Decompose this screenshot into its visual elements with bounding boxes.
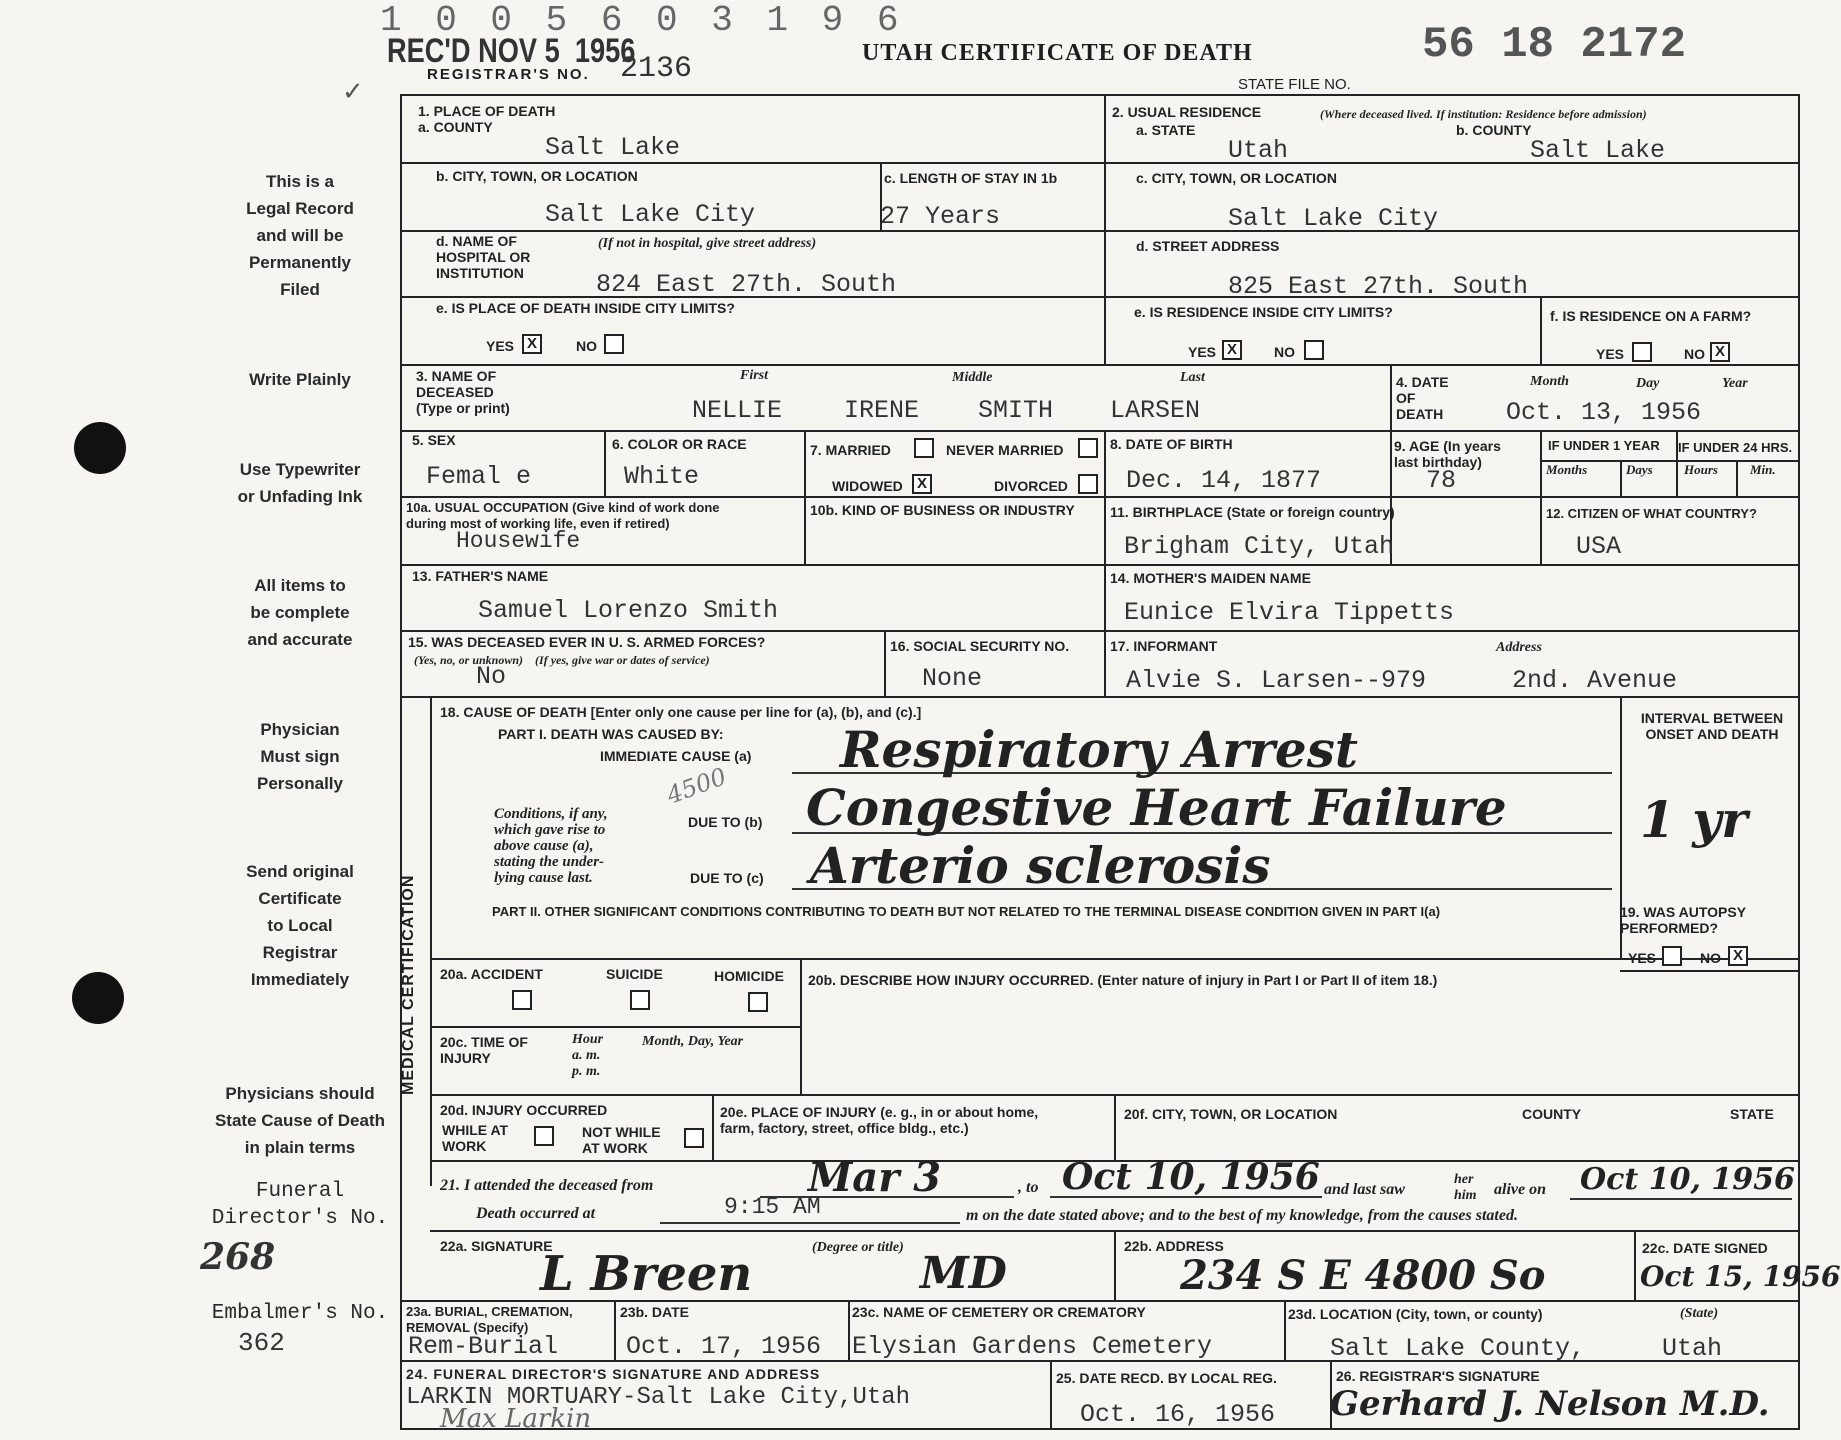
interval-value: 1 yr	[1640, 790, 1748, 849]
informant-address-label: Address	[1496, 640, 1542, 655]
burial-value: Rem-Burial	[408, 1332, 559, 1361]
res-city-limits-label: e. IS RESIDENCE INSIDE CITY LIMITS?	[1134, 304, 1393, 320]
birthplace-value: Brigham City, Utah	[1124, 532, 1395, 561]
mother-name-value: Eunice Elvira Tippetts	[1124, 598, 1455, 627]
injury-city-label: 20f. CITY, TOWN, OR LOCATION	[1124, 1106, 1338, 1122]
cause-b-value: Congestive Heart Failure	[806, 778, 1507, 837]
citizen-label: 12. CITIZEN OF WHAT COUNTRY?	[1546, 506, 1757, 521]
father-name-value: Samuel Lorenzo Smith	[478, 596, 779, 625]
cemetery-value: Elysian Gardens Cemetery	[852, 1332, 1213, 1361]
res-city-limits-no-checkbox[interactable]	[1304, 340, 1324, 360]
date-stated-label: m on the date stated above; and to the best of my knowledge, from the causes stated.	[966, 1207, 1518, 1224]
alive-on-label: alive on	[1494, 1181, 1546, 1198]
middle-name-value: IRENE	[844, 396, 920, 425]
registrar-no: 2136	[620, 52, 693, 86]
res-city-limits-no-label: NO	[1274, 344, 1295, 360]
time-injury-label: 20c. TIME OF INJURY	[440, 1034, 528, 1066]
funeral-director-value: LARKIN MORTUARY-Salt Lake City,Utah	[406, 1384, 911, 1411]
degree-label: (Degree or title)	[812, 1240, 904, 1255]
death-county-value: Salt Lake	[545, 133, 681, 162]
birth-date-value: Dec. 14, 1877	[1126, 466, 1322, 495]
degree-value: MD	[920, 1248, 1007, 1299]
res-state-value: Utah	[1228, 136, 1289, 165]
due-to-b-label: DUE TO (b)	[688, 814, 763, 830]
days-label: Days	[1626, 462, 1653, 477]
punch-hole-top	[74, 422, 126, 474]
hour-label: Hour a. m. p. m.	[572, 1032, 604, 1079]
citizen-value: USA	[1576, 532, 1622, 561]
last-saw-label: and last saw	[1324, 1181, 1405, 1198]
hospital-value: 824 East 27th. South	[596, 270, 897, 299]
autopsy-yes-checkbox[interactable]	[1662, 946, 1682, 966]
physician-address-value: 234 S E 4800 So	[1180, 1252, 1546, 1299]
usual-residence-note: (Where deceased lived. If institution: Residence before admission)	[1320, 107, 1647, 121]
medical-section-divider	[430, 696, 432, 1186]
armed-forces-label: 15. WAS DECEASED EVER IN U. S. ARMED FORCES?	[408, 634, 766, 650]
under-1-year-label: IF UNDER 1 YEAR	[1548, 438, 1660, 453]
res-farm-yes-label: YES	[1596, 346, 1625, 362]
cause-plain-terms-note: Physicians should State Cause of Death in plain terms	[214, 1084, 386, 1157]
last-name-label: Last	[1180, 370, 1205, 385]
check-mark: ✓	[342, 76, 364, 106]
res-street-value: 825 East 27th. South	[1228, 272, 1529, 301]
death-city-limits-yes-checkbox[interactable]: X	[522, 334, 542, 354]
occurred-at-label: Death occurred at	[476, 1205, 596, 1222]
year-label: Year	[1722, 376, 1748, 391]
hours-label: Hours	[1684, 462, 1718, 477]
to-label: , to	[1018, 1179, 1039, 1196]
cemetery-label: 23c. NAME OF CEMETERY OR CREMATORY	[852, 1304, 1146, 1320]
registrar-no-label: REGISTRAR'S NO.	[427, 66, 590, 83]
received-stamp: REC'D NOV 5 1956	[387, 32, 636, 70]
autopsy-label: 19. WAS AUTOPSY PERFORMED?	[1620, 904, 1747, 936]
send-certificate-note: Send original Certificate to Local Registrar Immediately	[246, 862, 354, 989]
res-farm-yes-checkbox[interactable]	[1632, 342, 1652, 362]
while-at-work-label: WHILE AT WORK	[442, 1122, 509, 1154]
res-city-label: c. CITY, TOWN, OR LOCATION	[1136, 170, 1337, 186]
conditions-note: Conditions, if any, which gave rise to above cause (a), stating the under- lying cause last.	[494, 806, 608, 886]
place-injury-label: 20e. PLACE OF INJURY (e. g., in or about home, farm, factory, street, office bldg., etc.)	[720, 1104, 1039, 1136]
death-city-label: b. CITY, TOWN, OR LOCATION	[436, 168, 638, 184]
describe-injury-label: 20b. DESCRIBE HOW INJURY OCCURRED. (Enter nature of injury in Part I or Part II of item 18.)	[808, 972, 1438, 988]
res-street-label: d. STREET ADDRESS	[1136, 238, 1280, 254]
attended-to-value: Oct 10, 1956	[1062, 1156, 1320, 1198]
while-at-work-checkbox[interactable]	[534, 1126, 554, 1146]
accident-label: 20a. ACCIDENT	[440, 966, 543, 982]
physician-sign-note: Physician Must sign Personally	[257, 720, 343, 793]
never-married-label: NEVER MARRIED	[946, 442, 1064, 458]
suicide-checkbox[interactable]	[630, 990, 650, 1010]
business-label: 10b. KIND OF BUSINESS OR INDUSTRY	[810, 502, 1075, 518]
cemetery-location-value: Salt Lake County,	[1330, 1334, 1586, 1363]
physician-signature: L Breen	[540, 1246, 753, 1302]
month-day-year-label: Month, Day, Year	[642, 1034, 744, 1049]
state-file-no-label: STATE FILE NO.	[1238, 76, 1351, 93]
hospital-note: (If not in hospital, give street address)	[598, 236, 817, 251]
age-label: 9. AGE (In years last birthday)	[1394, 438, 1501, 470]
burial-date-value: Oct. 17, 1956	[626, 1332, 822, 1361]
burial-date-label: 23b. DATE	[620, 1304, 689, 1320]
embalmer-no: 362	[238, 1328, 285, 1358]
occupation-label: 10a. USUAL OCCUPATION (Give kind of work done during most of working life, even if retired)	[406, 500, 720, 531]
death-city-limits-yes-label: YES	[486, 338, 515, 354]
legal-record-note: This is a Legal Record and will be Permanently Filed	[246, 172, 354, 299]
res-county-value: Salt Lake	[1530, 136, 1666, 165]
attended-label: 21. I attended the deceased from	[440, 1177, 654, 1194]
state-file-no: 56 18 2172	[1422, 20, 1687, 70]
date-recd-label: 25. DATE RECD. BY LOCAL REG.	[1056, 1370, 1277, 1386]
res-county-label: b. COUNTY	[1456, 122, 1532, 138]
first-name-value: NELLIE	[692, 396, 783, 425]
code-4500: 4500	[663, 762, 731, 810]
armed-forces-value: No	[476, 662, 507, 691]
registrar-signature: Gerhard J. Nelson M.D.	[1330, 1384, 1770, 1424]
physician-address-label: 22b. ADDRESS	[1124, 1238, 1224, 1254]
never-married-checkbox[interactable]	[1078, 438, 1098, 458]
informant-label: 17. INFORMANT	[1110, 638, 1218, 654]
occupation-value: Housewife	[456, 528, 581, 554]
min-label: Min.	[1750, 462, 1776, 477]
res-farm-no-label: NO	[1684, 346, 1705, 362]
death-city-value: Salt Lake City	[545, 200, 756, 229]
cause-c-value: Arterio sclerosis	[810, 836, 1271, 895]
cause-a-value: Respiratory Arrest	[840, 720, 1358, 779]
death-city-limits-no-label: NO	[576, 338, 597, 354]
write-plainly-note: Write Plainly	[249, 370, 351, 389]
social-security-value: None	[922, 664, 983, 693]
stamp-number: 1 0 0 5 6 0 3 1 9 6	[380, 0, 905, 41]
cemetery-state-value: Utah	[1662, 1334, 1723, 1363]
burial-label: 23a. BURIAL, CREMATION, REMOVAL (Specify)	[406, 1304, 573, 1335]
father-name-label: 13. FATHER'S NAME	[412, 568, 549, 584]
complete-items-note: All items to be complete and accurate	[247, 576, 353, 649]
immediate-cause-label: IMMEDIATE CAUSE (a)	[600, 748, 752, 764]
injury-county-label: COUNTY	[1522, 1106, 1582, 1122]
part1-label: PART I. DEATH WAS CAUSED BY:	[498, 726, 724, 742]
usual-residence-label: 2. USUAL RESIDENCE	[1112, 104, 1262, 120]
date-death-value: Oct. 13, 1956	[1506, 398, 1702, 427]
informant-value: Alvie S. Larsen--979	[1126, 666, 1427, 695]
date-signed-label: 22c. DATE SIGNED	[1642, 1240, 1768, 1256]
funeral-director-label: Funeral Director's No.	[211, 1180, 389, 1230]
time-death-value: 9:15 AM	[724, 1194, 821, 1220]
length-stay-value: 27 Years	[880, 202, 1001, 231]
punch-hole-bottom	[72, 972, 124, 1024]
res-city-limits-yes-checkbox[interactable]: X	[1222, 340, 1242, 360]
embalmer-label: Embalmer's No.	[211, 1302, 389, 1325]
sex-value: Femal e	[426, 462, 532, 491]
part2-label: PART II. OTHER SIGNIFICANT CONDITIONS CONTRIBUTING TO DEATH BUT NOT RELATED TO THE TERMINAL DISEASE CONDITION GIVEN IN PART I(a)	[492, 904, 1441, 919]
res-city-value: Salt Lake City	[1228, 204, 1439, 233]
under-24-hours-label: IF UNDER 24 HRS.	[1678, 440, 1793, 455]
not-while-at-work-checkbox[interactable]	[684, 1128, 704, 1148]
race-label: 6. COLOR OR RACE	[612, 436, 747, 452]
divorced-checkbox[interactable]	[1078, 474, 1098, 494]
injury-occurred-label: 20d. INJURY OCCURRED	[440, 1102, 608, 1118]
date-signed-value: Oct 15, 1956	[1640, 1260, 1841, 1293]
married-checkbox[interactable]	[914, 438, 934, 458]
death-city-limits-no-checkbox[interactable]	[604, 334, 624, 354]
month-label: Month	[1530, 374, 1569, 389]
autopsy-yes-label: YES	[1628, 950, 1657, 966]
certificate-title: UTAH CERTIFICATE OF DEATH	[862, 40, 1253, 66]
last-alive-value: Oct 10, 1956	[1580, 1162, 1795, 1197]
maiden-name-value: SMITH	[978, 396, 1054, 425]
middle-name-label: Middle	[952, 370, 993, 385]
cemetery-location-label: 23d. LOCATION (City, town, or county)	[1288, 1306, 1543, 1322]
attended-from-value: Mar 3	[808, 1154, 942, 1201]
hospital-label: d. NAME OF HOSPITAL OR INSTITUTION	[436, 233, 531, 281]
married-label: 7. MARRIED	[810, 442, 891, 458]
death-city-limits-label: e. IS PLACE OF DEATH INSIDE CITY LIMITS?	[436, 300, 735, 316]
funeral-director-no: 268	[200, 1236, 276, 1278]
birth-date-label: 8. DATE OF BIRTH	[1110, 436, 1233, 452]
typewriter-note: Use Typewriter or Unfading Ink	[237, 460, 363, 506]
sex-label: 5. SEX	[412, 432, 456, 448]
registrar-signature-label: 26. REGISTRAR'S SIGNATURE	[1336, 1368, 1540, 1384]
widowed-checkbox[interactable]: X	[912, 474, 932, 494]
due-to-c-label: DUE TO (c)	[690, 870, 764, 886]
informant-address-value: 2nd. Avenue	[1512, 666, 1678, 695]
deceased-name-label: 3. NAME OF DECEASED (Type or print)	[416, 368, 510, 416]
homicide-label: HOMICIDE	[714, 968, 784, 984]
interval-label: INTERVAL BETWEEN ONSET AND DEATH	[1640, 710, 1784, 742]
last-name-value: LARSEN	[1110, 396, 1201, 425]
funeral-director-sig-label: 24. FUNERAL DIRECTOR'S SIGNATURE AND ADDRESS	[406, 1366, 821, 1382]
res-state-label: a. STATE	[1136, 122, 1196, 138]
autopsy-no-checkbox[interactable]: X	[1728, 946, 1748, 966]
res-farm-no-checkbox[interactable]: X	[1710, 342, 1730, 362]
not-while-at-work-label: NOT WHILE AT WORK	[582, 1124, 661, 1156]
res-city-limits-yes-label: YES	[1188, 344, 1217, 360]
cause-of-death-label: 18. CAUSE OF DEATH [Enter only one cause per line for (a), (b), and (c).]	[440, 704, 922, 720]
her-him-label: her him	[1454, 1172, 1477, 1203]
injury-state-label: STATE	[1730, 1106, 1774, 1122]
length-stay-label: c. LENGTH OF STAY IN 1b	[884, 170, 1058, 186]
res-farm-label: f. IS RESIDENCE ON A FARM?	[1550, 308, 1752, 324]
armed-forces-note: (Yes, no, or unknown) (If yes, give war or dates of service)	[414, 653, 710, 667]
state-paren-label: (State)	[1680, 1306, 1719, 1321]
race-value: White	[624, 462, 700, 491]
funeral-director-signature: Max Larkin	[440, 1404, 592, 1434]
social-security-label: 16. SOCIAL SECURITY NO.	[890, 638, 1070, 654]
date-death-label: 4. DATE OF DEATH	[1396, 374, 1449, 422]
signature-label: 22a. SIGNATURE	[440, 1238, 553, 1254]
age-value: 78	[1426, 466, 1457, 495]
place-of-death-label: 1. PLACE OF DEATH a. COUNTY	[418, 103, 556, 135]
first-name-label: First	[740, 368, 769, 383]
date-recd-value: Oct. 16, 1956	[1080, 1400, 1276, 1429]
medical-certification-label: MEDICAL CERTIFICATION	[400, 874, 417, 1095]
accident-checkbox[interactable]	[512, 990, 532, 1010]
months-label: Months	[1546, 462, 1588, 477]
divorced-label: DIVORCED	[994, 478, 1068, 494]
day-label: Day	[1636, 376, 1660, 391]
birthplace-label: 11. BIRTHPLACE (State or foreign country)	[1110, 504, 1395, 520]
mother-name-label: 14. MOTHER'S MAIDEN NAME	[1110, 570, 1311, 586]
suicide-label: SUICIDE	[606, 966, 663, 982]
widowed-label: WIDOWED	[832, 478, 903, 494]
homicide-checkbox[interactable]	[748, 992, 768, 1012]
autopsy-no-label: NO	[1700, 950, 1721, 966]
